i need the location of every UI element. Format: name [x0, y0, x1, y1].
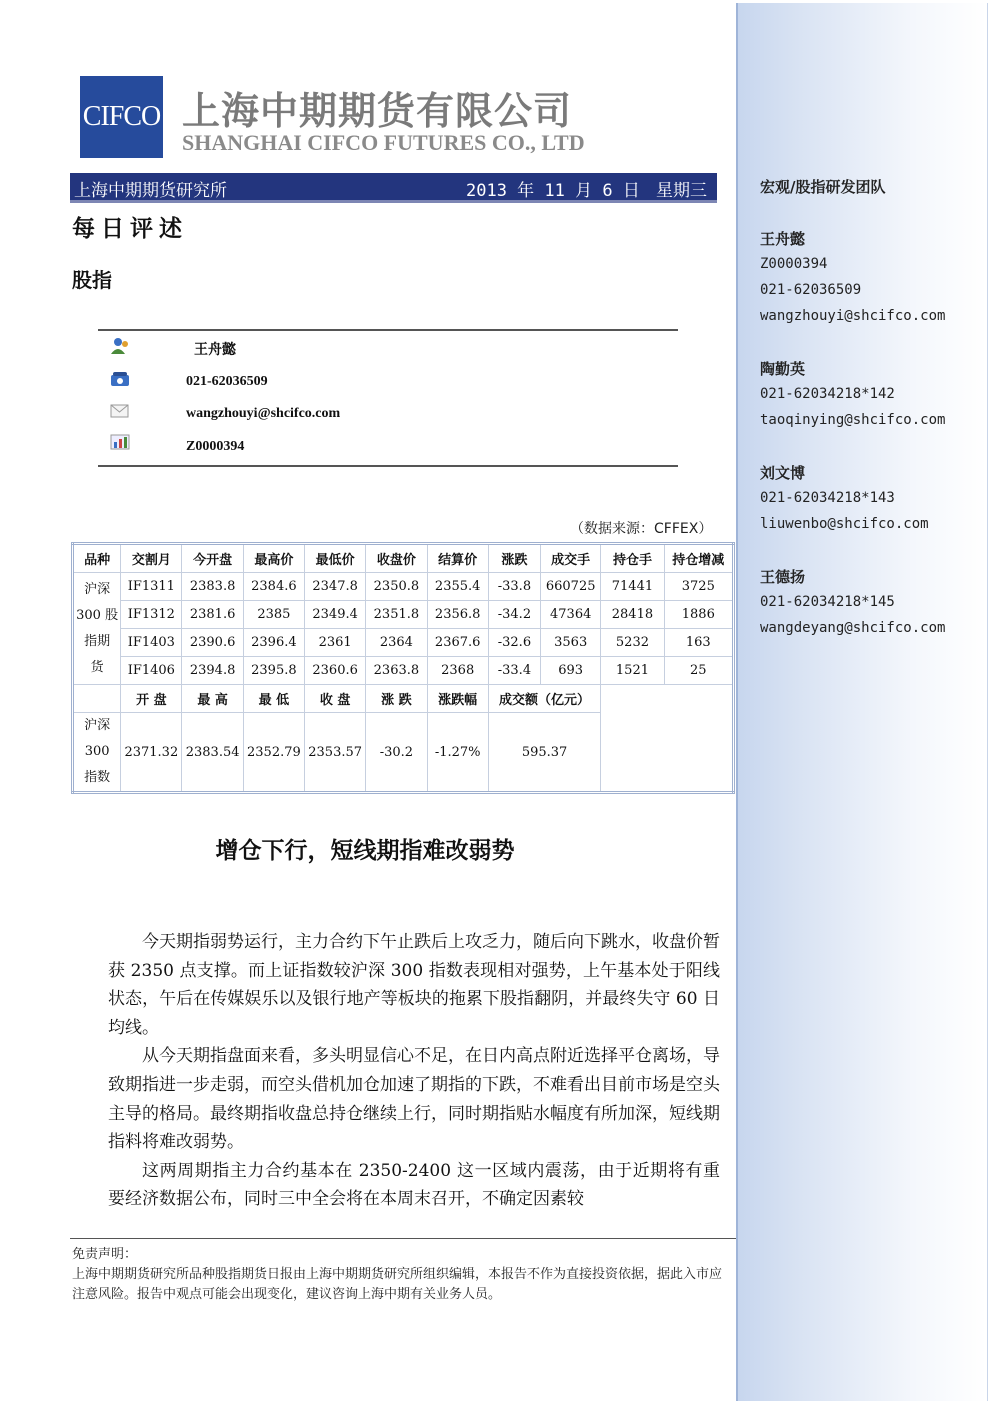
cell: 2355.4	[427, 573, 488, 601]
cell: 1886	[664, 601, 733, 629]
article-body	[108, 928, 720, 1214]
col-header: 成交额（亿元）	[488, 685, 601, 713]
article-paragraph: 从今天期指盘面来看，多头明显信心不足，在日内高点附近选择平仓离场，导致期指进一步走弱，而空头借机加仓加速了期指的下跌，不难看出目前市场是空头主导的格局。最终期指收盘总持仓继续上行，同时期指贴水幅度有所加深，短线期指料将难改弱势。	[108, 1046, 720, 1153]
cell: -1.27%	[427, 713, 488, 793]
member-name: 刘文博	[760, 464, 806, 482]
company-logo	[80, 76, 163, 158]
company-name-cn: 上海中期期货有限公司	[182, 89, 573, 133]
member-email[interactable]: wangdeyang@shcifco.com	[760, 620, 946, 636]
article-title: 增仓下行，短线期指难改弱势	[215, 838, 515, 864]
cell: 2383.8	[182, 573, 243, 601]
cell: 3563	[541, 629, 601, 657]
col-header: 收 盘	[305, 685, 366, 713]
cell: 2360.6	[305, 657, 366, 685]
report-category: 股指	[72, 268, 112, 292]
cell: IF1406	[121, 657, 182, 685]
logo-text: CIFCO	[82, 101, 161, 132]
col-header: 持仓手	[601, 544, 664, 573]
cell: -32.6	[488, 629, 540, 657]
cell: 2385	[243, 601, 304, 629]
cell: 1521	[601, 657, 664, 685]
cell: 2353.57	[305, 713, 366, 793]
cell: 2350.8	[366, 573, 427, 601]
member-name: 陶勤英	[760, 360, 806, 378]
col-header: 涨跌幅	[427, 685, 488, 713]
cell: 2371.32	[121, 713, 182, 793]
col-header: 最低价	[305, 544, 366, 573]
cell: 3725	[664, 573, 733, 601]
product-label: 沪深 300 股 指期 货	[73, 573, 121, 685]
company-name-en: SHANGHAI CIFCO FUTURES CO., LTD	[182, 130, 585, 155]
disclaimer-text: 上海中期期货研究所品种股指期货日报由上海中期期货研究所组织编辑，本报告不作为直接投资依据，据此入市应注意风险。报告中观点可能会出现变化，建议咨询上海中期有关业务人员。	[72, 1267, 723, 1302]
cell: 163	[664, 629, 733, 657]
member-phone: 021-62036509	[760, 282, 862, 298]
sidebar	[736, 3, 988, 1401]
futures-header-row	[73, 544, 734, 573]
col-header: 交割月	[121, 544, 182, 573]
table-row	[73, 601, 734, 629]
contact-block	[98, 329, 678, 467]
contact-name: 王舟懿	[194, 343, 236, 358]
article-paragraph: 今天期指弱势运行，主力合约下午止跌后上攻乏力，随后向下跳水，收盘价暂获 2350 点支撑。而上证指数较沪深 300 指数表现相对强势，上午基本处于阳线状态，午后在传媒娱乐以及银行地产等板块的拖累下股指翻阴，并最终失守 60 日均线。	[108, 932, 720, 1038]
col-header: 开 盘	[121, 685, 182, 713]
cell: 5232	[601, 629, 664, 657]
table-row	[73, 629, 734, 657]
cell: 2361	[305, 629, 366, 657]
cell: 2396.4	[243, 629, 304, 657]
cell: 660725	[541, 573, 601, 601]
cell: 2383.54	[182, 713, 243, 793]
cell: 71441	[601, 573, 664, 601]
disclaimer	[72, 1245, 732, 1305]
col-header: 成交手	[541, 544, 601, 573]
mail-icon	[110, 403, 130, 419]
article-paragraph: 这两周期指主力合约基本在 2350-2400 这一区域内震荡，由于近期将有重要经济数据公布，同时三中全会将在本周末召开，不确定因素较	[108, 1160, 720, 1210]
contact-email[interactable]: wangzhouyi@shcifco.com	[186, 406, 341, 421]
table-row	[73, 657, 734, 685]
cell: 2364	[366, 629, 427, 657]
col-header: 涨跌	[488, 544, 540, 573]
cell: 2352.79	[243, 713, 304, 793]
index-header-row	[73, 685, 734, 713]
col-header: 持仓增减	[664, 544, 733, 573]
disclaimer-title: 免责声明：	[72, 1247, 138, 1262]
col-header: 最高价	[243, 544, 304, 573]
cell: 2356.8	[427, 601, 488, 629]
col-header: 品种	[73, 544, 121, 573]
cell: 2363.8	[366, 657, 427, 685]
col-header: 结算价	[427, 544, 488, 573]
cell: 2390.6	[182, 629, 243, 657]
cell: 693	[541, 657, 601, 685]
cell: 2351.8	[366, 601, 427, 629]
header-bar	[70, 173, 717, 203]
cell: 2367.6	[427, 629, 488, 657]
cell: 2349.4	[305, 601, 366, 629]
col-header: 最 低	[243, 685, 304, 713]
col-header: 今开盘	[182, 544, 243, 573]
data-source-note: （数据来源：CFFEX）	[570, 521, 713, 537]
quote-table	[71, 542, 735, 794]
cell: 2395.8	[243, 657, 304, 685]
col-header: 最 高	[182, 685, 243, 713]
cell: IF1312	[121, 601, 182, 629]
contact-license: Z0000394	[186, 439, 245, 454]
cell: 28418	[601, 601, 664, 629]
cell: IF1311	[121, 573, 182, 601]
col-header: 收盘价	[366, 544, 427, 573]
divider	[70, 1238, 736, 1239]
col-header: 涨 跌	[366, 685, 427, 713]
member-phone: 021-62034218*142	[760, 386, 895, 402]
report-type-title: 每日评述	[72, 215, 188, 242]
phone-icon	[110, 371, 130, 387]
member-name: 王德扬	[760, 568, 806, 586]
cell: 2347.8	[305, 573, 366, 601]
cell: -30.2	[366, 713, 427, 793]
cell: 2381.6	[182, 601, 243, 629]
cell: IF1403	[121, 629, 182, 657]
report-date: 2013 年 11 月 6 日	[466, 181, 640, 201]
institute-name: 上海中期期货研究所	[74, 181, 227, 201]
member-name: 王舟懿	[760, 230, 806, 248]
cell: 2394.8	[182, 657, 243, 685]
table-row	[73, 573, 734, 601]
cell: 2384.6	[243, 573, 304, 601]
member-email[interactable]: taoqinying@shcifco.com	[760, 412, 946, 428]
cell: 47364	[541, 601, 601, 629]
person-icon	[110, 337, 130, 353]
member-email[interactable]: liuwenbo@shcifco.com	[760, 516, 929, 532]
chart-icon	[110, 434, 130, 450]
member-phone: 021-62034218*145	[760, 594, 895, 610]
cell: 595.37	[488, 713, 601, 793]
contact-phone: 021-62036509	[186, 374, 268, 389]
cell: 2368	[427, 657, 488, 685]
member-phone: 021-62034218*143	[760, 490, 895, 506]
member-email[interactable]: wangzhouyi@shcifco.com	[760, 308, 946, 324]
report-weekday: 星期三	[656, 181, 707, 201]
member-license: Z0000394	[760, 256, 828, 272]
cell: 25	[664, 657, 733, 685]
index-label: 沪深 300 指数	[73, 713, 121, 793]
cell: -34.2	[488, 601, 540, 629]
cell: -33.8	[488, 573, 540, 601]
cell: -33.4	[488, 657, 540, 685]
team-title: 宏观/股指研发团队	[760, 178, 886, 196]
